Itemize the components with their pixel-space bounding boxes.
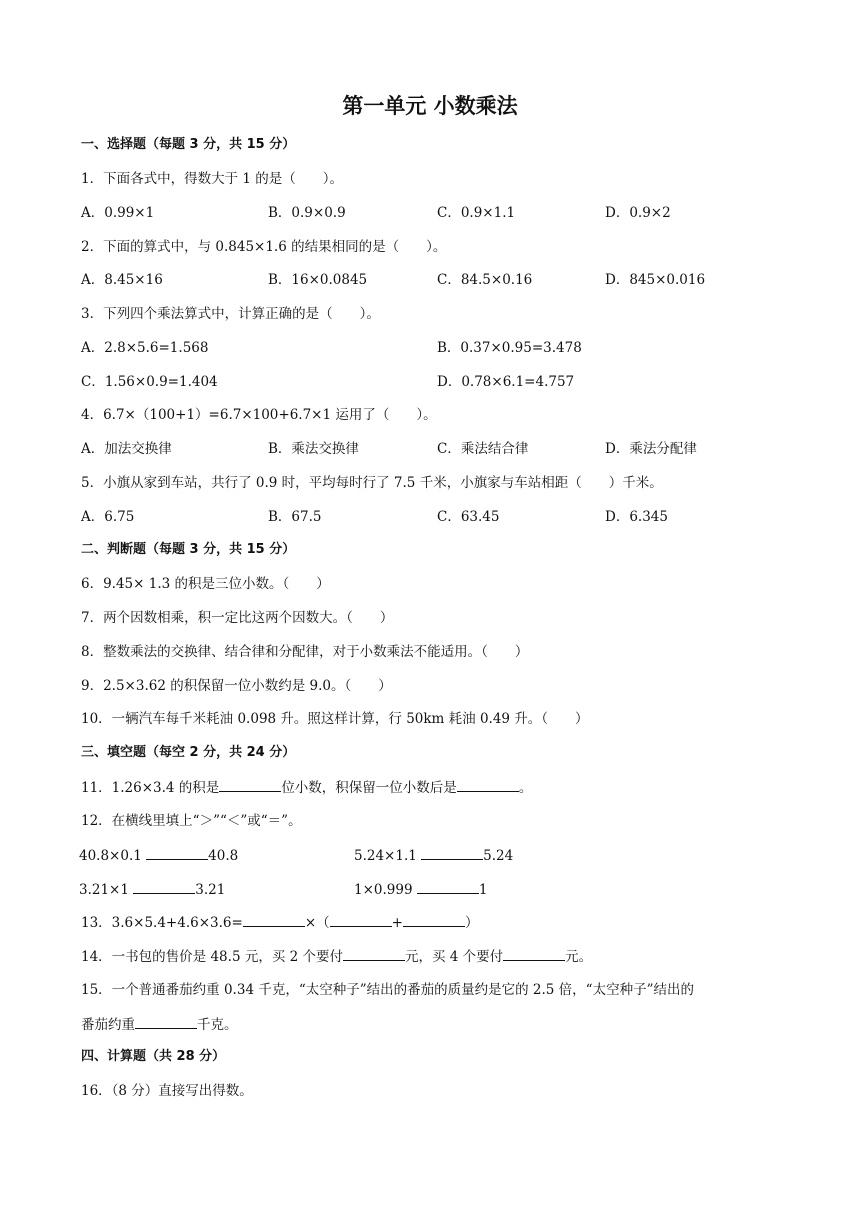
question-5-stem: 5．小旗从家到车站，共行了 0.9 时，平均每时行了 7.5 千米，小旗家与车站相距（ ）千米。	[81, 475, 663, 491]
question-10: 10．一辆汽车每千米耗油 0.098 升。照这样计算，行 50km 耗油 0.49 升。（ ）	[81, 711, 589, 727]
section-heading-fill-in: 三、填空题（每空 2 分，共 24 分）	[81, 745, 296, 760]
option-b: B．16×0.0845	[268, 272, 368, 288]
option-c: C．84.5×0.16	[437, 272, 533, 288]
question-1-stem: 1．下面各式中，得数大于 1 的是（ ）。	[81, 171, 344, 187]
question-13-text-1: 13．3.6×5.4+4.6×3.6=	[81, 915, 243, 931]
option-d: D．6.345	[605, 509, 668, 525]
question-9: 9．2.5×3.62 的积保留一位小数约是 9.0。（ ）	[81, 678, 392, 694]
compare-left: 40.8×0.1	[79, 848, 147, 864]
compare-item	[79, 846, 238, 865]
question-11-text-3: 。	[518, 780, 533, 796]
question-4-stem: 4．6.7×（100+1）=6.7×100+6.7×1 运用了（ ）。	[81, 407, 437, 423]
question-11	[81, 778, 820, 797]
compare-item	[354, 846, 513, 865]
question-15-text-1: 番茄约重	[81, 1017, 135, 1033]
option-c: C．1.56×0.9=1.404	[81, 374, 218, 390]
question-3-stem: 3．下列四个乘法算式中，计算正确的是（ ）。	[81, 306, 380, 322]
compare-right: 1	[478, 882, 488, 898]
question-2-stem: 2．下面的算式中，与 0.845×1.6 的结果相同的是（ ）。	[81, 239, 447, 255]
option-d: D．845×0.016	[605, 272, 706, 288]
section-heading-calculation: 四、计算题（共 28 分）	[81, 1049, 226, 1064]
answer-blank[interactable]	[135, 1015, 197, 1029]
answer-blank[interactable]	[133, 880, 195, 894]
question-14-text-1: 14．一书包的售价是 48.5 元，买 2 个要付	[81, 949, 343, 965]
answer-blank[interactable]	[417, 880, 479, 894]
question-11-text-2: 位小数，积保留一位小数后是	[281, 780, 457, 796]
question-14-text-2: 元，买 4 个要付	[405, 949, 504, 965]
question-15-line-2	[81, 1015, 820, 1034]
option-d: D．0.9×2	[605, 205, 671, 221]
question-13-text-3: +	[391, 915, 403, 931]
compare-right: 5.24	[483, 848, 514, 864]
answer-blank[interactable]	[421, 846, 483, 860]
question-8: 8．整数乘法的交换律、结合律和分配律，对于小数乘法不能适用。（ ）	[81, 644, 529, 660]
answer-blank[interactable]	[219, 778, 281, 792]
question-7: 7．两个因数相乘，积一定比这两个因数大。（ ）	[81, 610, 394, 626]
answer-blank[interactable]	[330, 913, 392, 927]
answer-blank[interactable]	[243, 913, 305, 927]
question-12-stem: 12．在横线里填上“＞”“＜”或“＝”。	[81, 813, 302, 829]
question-14	[81, 947, 820, 966]
option-c: C．0.9×1.1	[437, 205, 516, 221]
question-15-line-1: 15．一个普通番茄约重 0.34 千克，“太空种子”结出的番茄的质量约是它的 2.5 倍，“太空种子”结出的	[81, 982, 694, 998]
option-a: A．8.45×16	[81, 272, 163, 288]
answer-blank[interactable]	[403, 913, 465, 927]
option-a: A．加法交换律	[81, 441, 172, 457]
option-a: A．6.75	[81, 509, 135, 525]
compare-left: 5.24×1.1	[354, 848, 422, 864]
option-b: B．0.37×0.95=3.478	[437, 340, 582, 356]
answer-blank[interactable]	[503, 947, 565, 961]
answer-blank[interactable]	[343, 947, 405, 961]
option-b: B．67.5	[268, 509, 322, 525]
section-heading-choice: 一、选择题（每题 3 分，共 15 分）	[81, 137, 296, 152]
compare-item	[354, 880, 487, 899]
answer-blank[interactable]	[457, 778, 519, 792]
option-c: C．乘法结合律	[437, 441, 529, 457]
option-b: B．乘法交换律	[268, 441, 359, 457]
compare-left: 3.21×1	[79, 882, 134, 898]
compare-left: 1×0.999	[354, 882, 417, 898]
question-13	[81, 913, 820, 932]
compare-item	[79, 880, 225, 899]
compare-right: 40.8	[208, 848, 239, 864]
question-14-text-3: 元。	[565, 949, 593, 965]
page-title: 第一单元 小数乘法	[342, 94, 518, 118]
question-13-text-4: ）	[464, 915, 479, 931]
option-d: D．0.78×6.1=4.757	[437, 374, 575, 390]
option-d: D．乘法分配律	[605, 441, 697, 457]
question-15-text-2: 千克。	[197, 1017, 238, 1033]
compare-right: 3.21	[195, 882, 226, 898]
option-a: A．0.99×1	[81, 205, 155, 221]
option-b: B．0.9×0.9	[268, 205, 346, 221]
question-16: 16．（8 分）直接写出得数。	[81, 1083, 253, 1099]
section-heading-judgement: 二、判断题（每题 3 分，共 15 分）	[81, 542, 296, 557]
option-c: C．63.45	[437, 509, 500, 525]
question-13-text-2: ×（	[304, 915, 330, 931]
option-a: A．2.8×5.6=1.568	[81, 340, 209, 356]
answer-blank[interactable]	[146, 846, 208, 860]
question-6: 6．9.45× 1.3 的积是三位小数。（ ）	[81, 576, 330, 592]
question-11-text-1: 11．1.26×3.4 的积是	[81, 780, 220, 796]
